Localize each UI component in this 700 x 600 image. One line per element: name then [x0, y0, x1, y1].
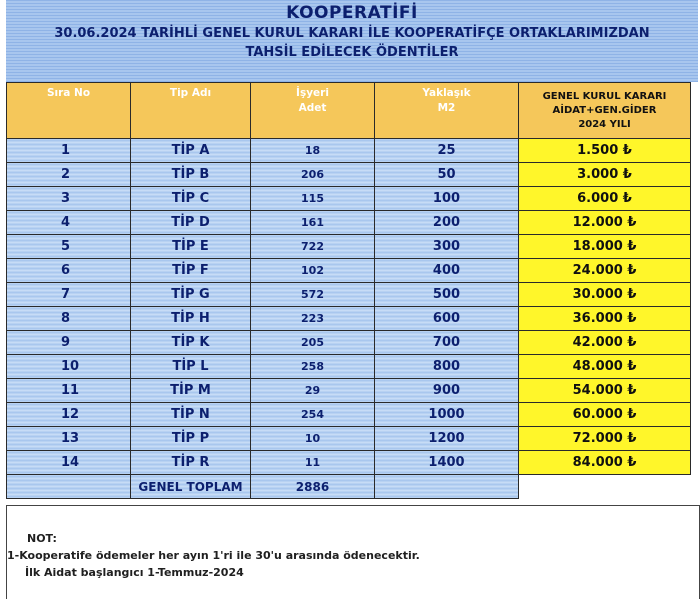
row-m2-cell: 200 [375, 211, 519, 235]
table-row [7, 451, 691, 475]
table-row [7, 379, 691, 403]
note-box [6, 505, 700, 599]
row-sira-cell: 12 [7, 403, 131, 427]
total-fee-blank [519, 475, 691, 499]
row-adet-cell: 29 [251, 379, 375, 403]
document-header [6, 0, 698, 82]
row-m2-cell: 100 [375, 187, 519, 211]
row-sira-cell: 7 [7, 283, 131, 307]
row-sira-cell: 5 [7, 235, 131, 259]
row-fee-cell: 12.000 ₺ [519, 211, 691, 235]
header-line-1: 30.06.2024 TARİHLİ GENEL KURUL KARARI İLE KOOPERATİFÇE ORTAKLARIMIZDAN [54, 26, 650, 41]
table-row [7, 259, 691, 283]
row-sira-cell: 11 [7, 379, 131, 403]
table-row [7, 307, 691, 331]
row-m2-cell: 900 [375, 379, 519, 403]
row-fee-cell: 1.500 ₺ [519, 139, 691, 163]
row-adet-cell: 205 [251, 331, 375, 355]
row-fee-cell: 3.000 ₺ [519, 163, 691, 187]
fees-table [6, 82, 691, 499]
note-line-1: 1-Kooperatife ödemeler her ayın 1'ri ile 30'u arasında ödenecektir. [7, 549, 420, 562]
table-row [7, 163, 691, 187]
row-sira-cell: 2 [7, 163, 131, 187]
row-adet-cell: 722 [251, 235, 375, 259]
row-tip-cell: TİP B [131, 163, 251, 187]
row-adet-cell: 206 [251, 163, 375, 187]
row-tip-cell: TİP K [131, 331, 251, 355]
row-tip-cell: TİP M [131, 379, 251, 403]
row-sira-cell: 3 [7, 187, 131, 211]
row-fee-cell: 72.000 ₺ [519, 427, 691, 451]
header-fee: GENEL KURUL KARARI AİDAT+GEN.GİDER 2024 YILI [519, 83, 691, 139]
table-row [7, 283, 691, 307]
row-adet-cell: 223 [251, 307, 375, 331]
row-m2-cell: 400 [375, 259, 519, 283]
row-adet-cell: 10 [251, 427, 375, 451]
row-m2-cell: 1400 [375, 451, 519, 475]
organization-title: KOOPERATİFİ [286, 3, 418, 23]
row-adet-cell: 115 [251, 187, 375, 211]
row-fee-cell: 18.000 ₺ [519, 235, 691, 259]
row-adet-cell: 161 [251, 211, 375, 235]
row-fee-cell: 42.000 ₺ [519, 331, 691, 355]
total-spacer [7, 475, 131, 499]
row-m2-cell: 25 [375, 139, 519, 163]
row-sira-cell: 4 [7, 211, 131, 235]
row-sira-cell: 14 [7, 451, 131, 475]
row-m2-cell: 1200 [375, 427, 519, 451]
header-sira-no: Sıra No [7, 83, 131, 139]
table-header-row [7, 83, 691, 139]
table-row [7, 427, 691, 451]
row-m2-cell: 800 [375, 355, 519, 379]
row-fee-cell: 54.000 ₺ [519, 379, 691, 403]
row-tip-cell: TİP P [131, 427, 251, 451]
header-tip-adi: Tip Adı [131, 83, 251, 139]
header-line-2: TAHSİL EDİLECEK ÖDENTİLER [245, 45, 459, 60]
table-body [7, 139, 691, 475]
table-row [7, 355, 691, 379]
row-fee-cell: 36.000 ₺ [519, 307, 691, 331]
row-sira-cell: 6 [7, 259, 131, 283]
table-row [7, 187, 691, 211]
row-adet-cell: 11 [251, 451, 375, 475]
total-value: 2886 [251, 475, 375, 499]
row-fee-cell: 48.000 ₺ [519, 355, 691, 379]
row-tip-cell: TİP L [131, 355, 251, 379]
row-fee-cell: 84.000 ₺ [519, 451, 691, 475]
row-tip-cell: TİP R [131, 451, 251, 475]
row-sira-cell: 1 [7, 139, 131, 163]
row-sira-cell: 8 [7, 307, 131, 331]
row-sira-cell: 10 [7, 355, 131, 379]
table-row [7, 235, 691, 259]
row-m2-cell: 50 [375, 163, 519, 187]
row-m2-cell: 1000 [375, 403, 519, 427]
row-tip-cell: TİP N [131, 403, 251, 427]
row-adet-cell: 102 [251, 259, 375, 283]
total-row [7, 475, 691, 499]
row-sira-cell: 13 [7, 427, 131, 451]
row-m2-cell: 300 [375, 235, 519, 259]
row-tip-cell: TİP E [131, 235, 251, 259]
row-adet-cell: 18 [251, 139, 375, 163]
row-tip-cell: TİP C [131, 187, 251, 211]
total-label: GENEL TOPLAM [131, 475, 251, 499]
row-fee-cell: 24.000 ₺ [519, 259, 691, 283]
row-fee-cell: 30.000 ₺ [519, 283, 691, 307]
row-m2-cell: 500 [375, 283, 519, 307]
note-line-2: İlk Aidat başlangıcı 1-Temmuz-2024 [25, 566, 244, 579]
row-sira-cell: 9 [7, 331, 131, 355]
row-adet-cell: 254 [251, 403, 375, 427]
row-tip-cell: TİP G [131, 283, 251, 307]
row-tip-cell: TİP H [131, 307, 251, 331]
header-isyeri-adet: İşyeri Adet [251, 83, 375, 139]
note-title: NOT: [27, 532, 57, 545]
row-adet-cell: 258 [251, 355, 375, 379]
table-row [7, 139, 691, 163]
row-tip-cell: TİP A [131, 139, 251, 163]
row-adet-cell: 572 [251, 283, 375, 307]
table-row [7, 331, 691, 355]
row-fee-cell: 6.000 ₺ [519, 187, 691, 211]
header-yaklasik-m2: Yaklaşık M2 [375, 83, 519, 139]
row-tip-cell: TİP D [131, 211, 251, 235]
row-fee-cell: 60.000 ₺ [519, 403, 691, 427]
row-m2-cell: 700 [375, 331, 519, 355]
row-tip-cell: TİP F [131, 259, 251, 283]
table-row [7, 403, 691, 427]
row-m2-cell: 600 [375, 307, 519, 331]
table-row [7, 211, 691, 235]
total-m2-spacer [375, 475, 519, 499]
